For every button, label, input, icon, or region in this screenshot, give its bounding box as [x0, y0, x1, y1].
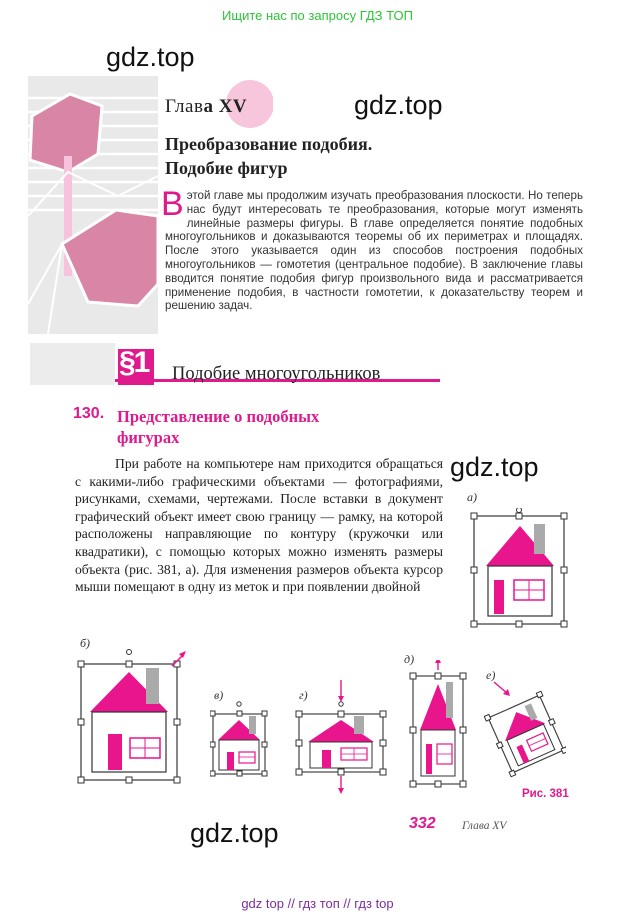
paragraph-title-line2: фигурах — [117, 428, 180, 447]
figure-b-house — [76, 646, 188, 784]
paragraph-text: При работе на компьютере нам приходится обращаться с какими-либо графическими объектами — фотографиями, рисунками, схемами, чертежами. После вставки в документ графический объект имеет свою границу — рамку, на которой расположены направляющие по контуру (кружочки или квадратики), с помощью которых можно изменять размеры объекта (рис. 381, а). Для изменения размеров объекта курсор мыши помещают в одну из меток и при появлении двойной — [75, 456, 443, 595]
page-chapter: Глава XV — [462, 820, 507, 832]
fig-label-b: б) — [80, 636, 91, 650]
fig-label-v: в) — [214, 688, 224, 702]
paragraph-title — [117, 406, 319, 448]
fig-label-a: а) — [467, 490, 477, 504]
figure-v-house — [210, 700, 270, 778]
figure-a-house — [470, 508, 570, 628]
watermark-4: gdz.top — [190, 818, 279, 848]
figure-g-house — [294, 678, 388, 794]
watermark-top: Ищите нас по запросу ГДЗ ТОП — [222, 8, 413, 23]
figure-d-house — [408, 660, 468, 788]
fig-label-d: д) — [404, 652, 415, 666]
fig-label-e: е) — [486, 668, 496, 682]
figure-e-house — [484, 678, 566, 778]
page-number: 332 — [409, 815, 436, 832]
watermark-1: gdz.top — [106, 42, 195, 72]
section-title: Подобие многоугольников — [172, 364, 381, 384]
chapter-title — [165, 132, 372, 180]
chapter-label-pre: Глав — [165, 96, 204, 117]
watermark-2: gdz.top — [354, 90, 443, 120]
fig-label-g: г) — [299, 688, 308, 702]
chapter-title-line2: Подобие фигур — [165, 158, 288, 178]
section-mark: §1 — [119, 346, 149, 379]
watermark-3: gdz.top — [450, 452, 539, 482]
chapter-title-line1: Преобразование подобия. — [165, 134, 373, 154]
intro-text: этой главе мы продолжим изучать преобразования плоскости. Но теперь нас будут интересовать те преобразования, которые могут изменять линейные размеры фигуры. В главе определяется понятие подобных многоугольников и доказываются теоремы об их периметрах и площадях. После этого указывается один из способов построения подобных многоугольников — гомотетия (центральное подобие). В заключение главы вводится понятие подобия фигур произвольного вида и рассматривается применение подобия, в частности гомотетии, к доказательству теорем и решению задач. — [165, 189, 583, 313]
chapter-label — [165, 96, 247, 118]
paragraph-body — [75, 455, 443, 596]
watermark-bottom: gdz top // гдз топ // гдз top — [241, 896, 394, 911]
chapter-intro — [161, 185, 583, 313]
intro-dropcap: В — [161, 185, 184, 223]
paragraph-title-line1: Представление о подобных — [117, 407, 320, 426]
figure-caption: Рис. 381 — [522, 788, 569, 800]
paragraph-number: 130. — [73, 405, 105, 422]
chapter-label-bold: а XV — [203, 96, 248, 117]
